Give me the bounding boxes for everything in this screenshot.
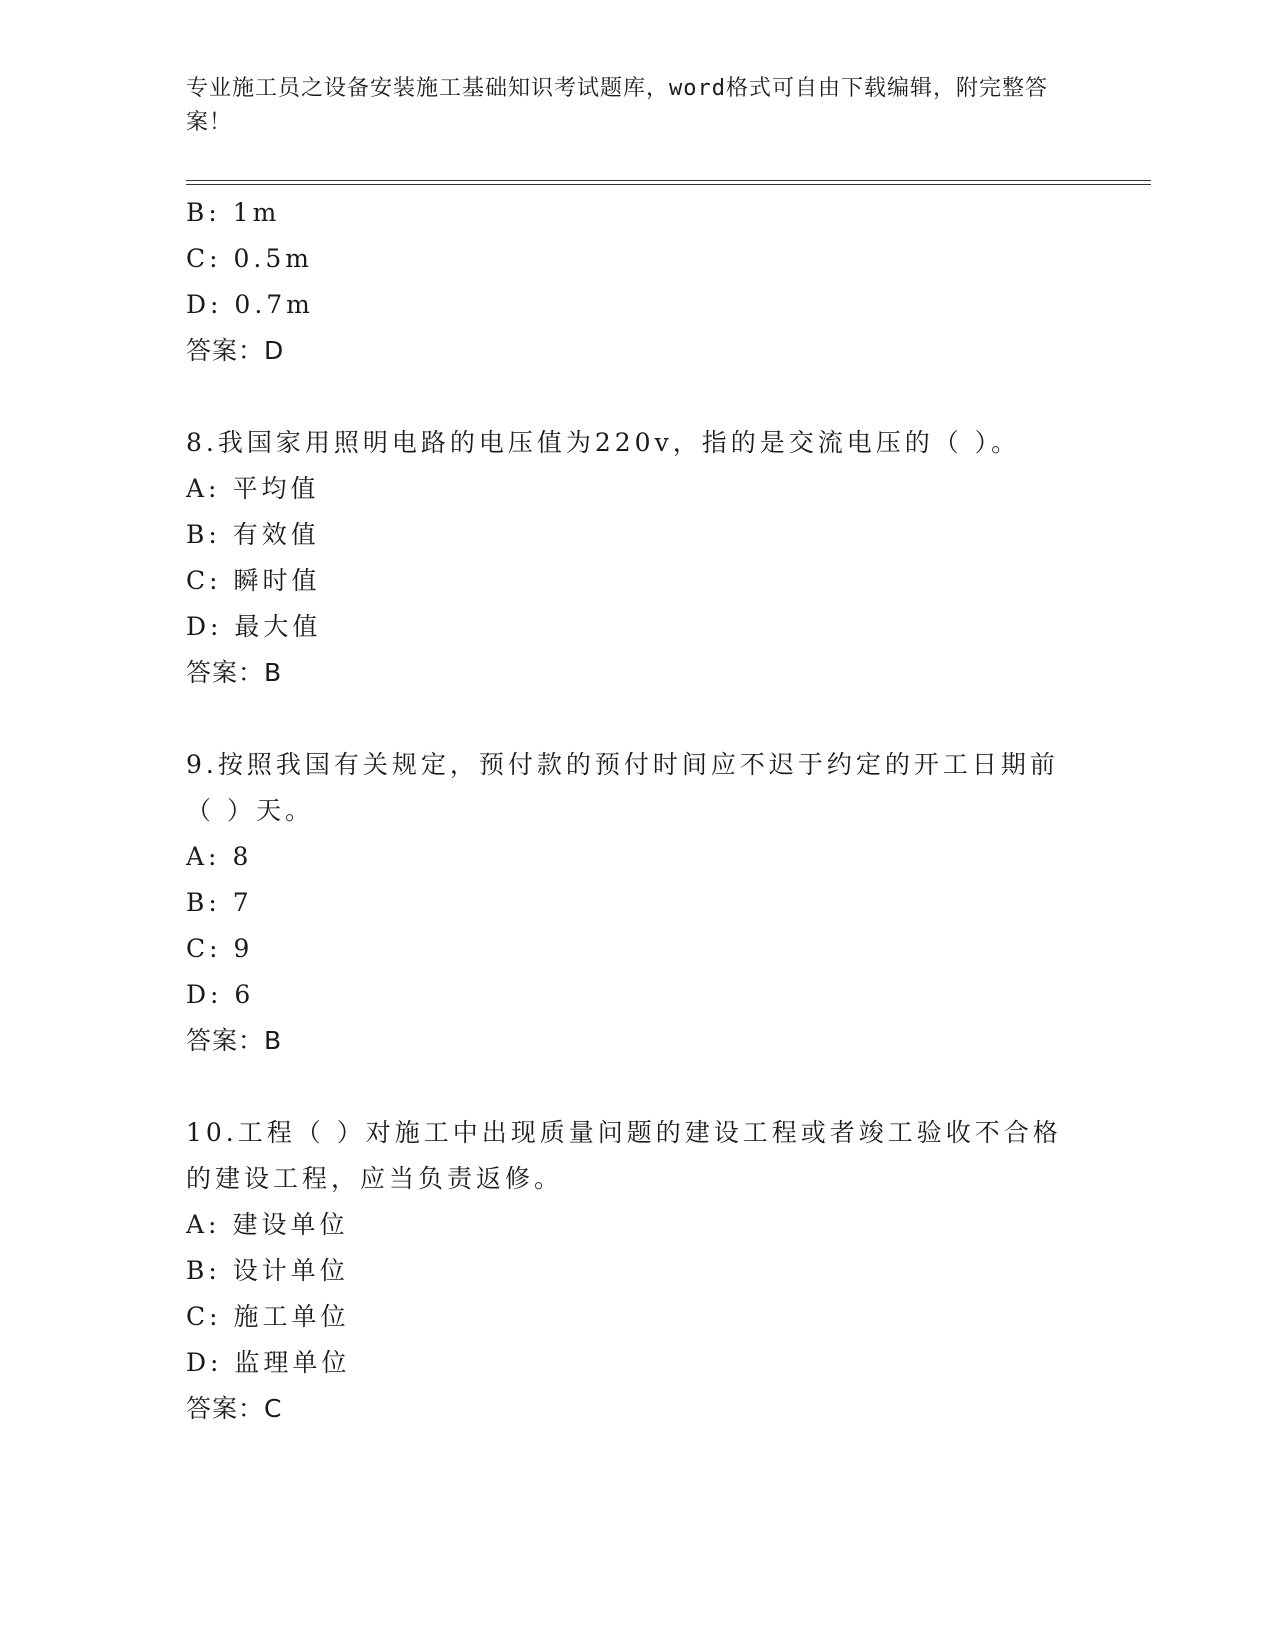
question-text: 8.我国家用照明电路的电压值为220v，指的是交流电压的（ ）。 (186, 428, 1021, 457)
option-b: B: 7 (186, 888, 253, 917)
option-d: D: 监理单位 (186, 1348, 351, 1377)
answer-line: 答案：B (186, 1026, 283, 1055)
document-body (186, 190, 1086, 1432)
option-d: D: 最大值 (186, 612, 322, 641)
header-divider-top (186, 180, 1151, 181)
option-d: D: 6 (186, 980, 255, 1009)
question-text-line-2: 的建设工程，应当负责返修。 (186, 1164, 564, 1193)
option-d: D: 0.7m (186, 290, 314, 319)
header-divider-bottom (186, 184, 1151, 185)
question-text-line-2: （ ）天。 (186, 796, 314, 825)
option-a: A: 平均值 (186, 474, 320, 503)
answer-line: 答案：B (186, 658, 283, 687)
option-b: B: 设计单位 (186, 1256, 349, 1285)
question-10 (186, 1110, 1086, 1432)
question-9 (186, 742, 1086, 1064)
page-header-title: 专业施工员之设备安装施工基础知识考试题库，word格式可自由下载编辑，附完整答案！ (186, 76, 1048, 135)
option-c: C: 0.5m (186, 244, 313, 273)
option-b: B: 有效值 (186, 520, 320, 549)
option-c: C: 9 (186, 934, 254, 963)
answer-line: 答案：D (186, 336, 285, 365)
option-a: A: 建设单位 (186, 1210, 349, 1239)
option-c: C: 施工单位 (186, 1302, 350, 1331)
question-8 (186, 420, 1086, 696)
question-text-line-1: 10.工程（ ）对施工中出现质量问题的建设工程或者竣工验收不合格 (186, 1118, 1062, 1147)
question-text-line-1: 9.按照我国有关规定，预付款的预付时间应不迟于约定的开工日期前 (186, 750, 1059, 779)
option-c: C: 瞬时值 (186, 566, 321, 595)
option-a: A: 8 (186, 842, 253, 871)
option-b: B: 1m (186, 198, 281, 227)
answer-line: 答案：C (186, 1394, 283, 1423)
question-7-continued (186, 190, 1086, 374)
